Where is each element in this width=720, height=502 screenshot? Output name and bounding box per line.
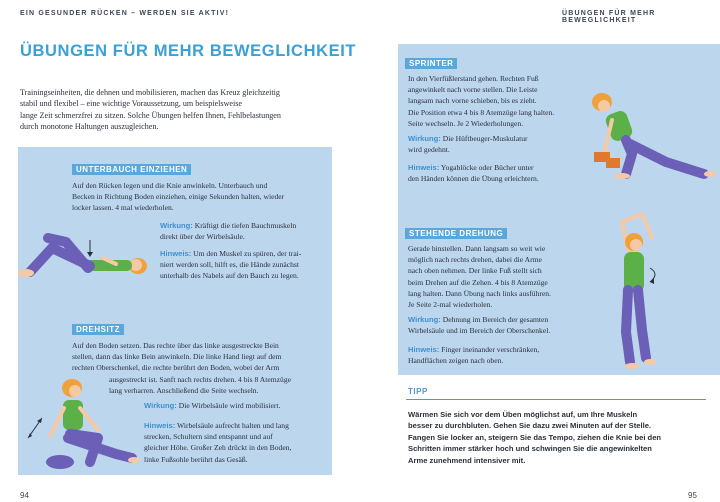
text-line: Becken in Richtung Boden einziehen, einige Sekunden halten, wieder [72,192,285,202]
text-line: Um den Muskel zu spüren, der trai- [193,249,302,258]
page-number-left: 94 [20,491,29,500]
text-line: Handflächen zeigen nach oben. [408,356,504,366]
wirkung-label: Wirkung: [160,221,193,230]
unterbauch-description [72,180,328,214]
text-line: nach oben nehmen. Der linke Fuß stellt sich [408,266,542,276]
text-line: strecken, Schultern sind entspannt und auf [144,432,273,442]
running-head-left: EIN GESUNDER RÜCKEN – WERDEN SIE AKTIV! [20,10,230,17]
unterbauch-label: UNTERBAUCH EINZIEHEN [72,164,191,175]
text-line: beim Drehen auf die Zehen. 4 bis 8 Atemzüge [408,277,548,287]
sprinter-description [408,73,608,129]
sprinter-wirkung [408,133,588,155]
text-line: linke Fußsohle berührt das Gesäß. [144,454,248,464]
sprinter-hinweis [408,162,588,184]
text-line: niert werden soll, hilft es, die Hände zunächst [160,260,299,270]
tip-divider [406,399,706,400]
text-line: langsam nach vorne schieben, bis es zieht. [408,96,537,106]
seated-twist-figure-icon [20,378,144,470]
tip-text [408,409,714,466]
hinweis-label: Hinweis: [408,345,440,354]
lunge-figure-icon [586,90,716,182]
text-line: Die Position etwa 4 bis 8 Atemzüge lang halten. [408,107,555,117]
text-line: besser zu durchbluten. Gehen Sie dazu zwei Minuten auf der Stelle. [408,421,652,431]
unterbauch-hinweis [160,248,328,282]
text-line: Fangen Sie locker an, steigern Sie das Tempo, ziehen die Knie bei den [408,432,662,442]
drehung-label: STEHENDE DREHUNG [405,228,507,239]
text-line: Je Seite 2-mal wiederholen. [408,300,493,310]
running-head-right: ÜBUNGEN FÜR MEHR BEWEGLICHKEIT [562,10,656,24]
text-line: Gerade hinstellen. Dann langsam so weit wie [408,244,546,253]
text-line: ausgestreckt ist. Sanft nach rechts drehen. 4 bis 8 Atemzüge [109,374,291,384]
text-line: Finger ineinander verschränken, [441,345,540,354]
unterbauch-wirkung [160,220,328,242]
text-line: lang halten. Dann Übung nach links ausführen. [408,288,551,298]
text-line: Seite wechseln. Je 2 Wiederholungen. [408,118,524,128]
drehung-description [408,243,588,310]
standing-twist-figure-icon [612,212,668,372]
wirkung-label: Wirkung: [408,134,441,143]
text-line: locker lassen. 4 mal wiederholen. [72,203,174,213]
hinweis-label: Hinweis: [144,421,176,430]
hinweis-label: Hinweis: [160,249,192,258]
text-line: wird gedehnt. [408,145,450,155]
drehsitz-label: DREHSITZ [72,324,124,335]
text-line: Die Hüftbeuger-Muskulatur [442,134,528,143]
intro-line: Trainingseinheiten, die dehnen und mobilisieren, machen das Kreuz gleichzeitig [20,88,280,97]
text-line: Arme zunehmend intensiver mit. [408,455,526,465]
hinweis-label: Hinweis: [408,163,440,172]
lying-figure-icon [8,228,158,280]
text-line: Yogablöcke oder Bücher unter [440,163,534,172]
text-line: Die Wirbelsäule wird mobilisiert. [178,401,281,410]
intro-line: lange Zeit schmerzfrei zu sitzen. Solche Übungen helfen Ihnen, Fehlbelastungen [20,110,281,120]
sprinter-label: SPRINTER [405,58,457,69]
text-line: Auf den Boden setzen. Das rechte über das linke ausgestreckte Bein [72,341,279,350]
wirkung-label: Wirkung: [144,401,177,410]
text-line: Auf den Rücken legen und die Knie anwinkeln. Unterbauch und [72,181,268,190]
text-line: Kräftigt die tiefen Bauchmuskeln [194,221,297,230]
text-line: direkt über der Wirbelsäule. [160,232,245,242]
text-line: Wirbelsäule und im Bereich der Oberschenkel. [408,326,551,336]
text-line: Wirbelsäule aufrecht halten und lang [177,421,289,430]
tip-label: TIPP [408,387,428,396]
drehsitz-hinweis [144,420,328,465]
page-title: ÜBUNGEN FÜR MEHR BEWEGLICHKEIT [20,42,357,60]
text-line: Schritten immer stärker hoch und schwingen Sie die angewinkelten [408,444,652,454]
page-number-right: 95 [688,491,697,500]
text-line: möglich nach rechts drehen, dabei die Arme [408,255,542,265]
text-line: In den Vierfüßlerstand gehen. Rechten Fuß [408,74,539,83]
intro-paragraph [20,87,350,133]
drehung-wirkung [408,314,608,336]
text-line: angewinkelt nach vorne stellen. Die Leiste [408,85,538,95]
text-line: Dehnung im Bereich der gesamten [442,315,549,324]
drehung-hinweis [408,344,608,366]
intro-line: stabil und flexibel – eine wichtige Voraussetzung, um beispielsweise [20,99,243,109]
text-line: den Händen können die Übung erleichtern. [408,174,539,184]
text-line: unterhalb des Nabels auf den Bauch zu legen. [160,271,299,281]
text-line: gleicher Höhe. Großer Zeh drückt in den Boden, [144,443,292,453]
text-line: stellen, dann das linke Bein anwinkeln. Die linke Hand liegt auf dem [72,352,282,362]
text-line: rechten Oberschenkel, die rechte berührt den Boden, wobei der Arm [72,363,280,373]
drehsitz-wirkung [144,400,328,411]
text-line: Wärmen Sie sich vor dem Üben möglichst auf, um Ihre Muskeln [408,410,638,419]
text-line: lang verharren. Anschließend die Seite wechseln. [109,385,259,395]
intro-line: durch monotone Haltungen auszugleichen. [20,122,159,132]
wirkung-label: Wirkung: [408,315,441,324]
